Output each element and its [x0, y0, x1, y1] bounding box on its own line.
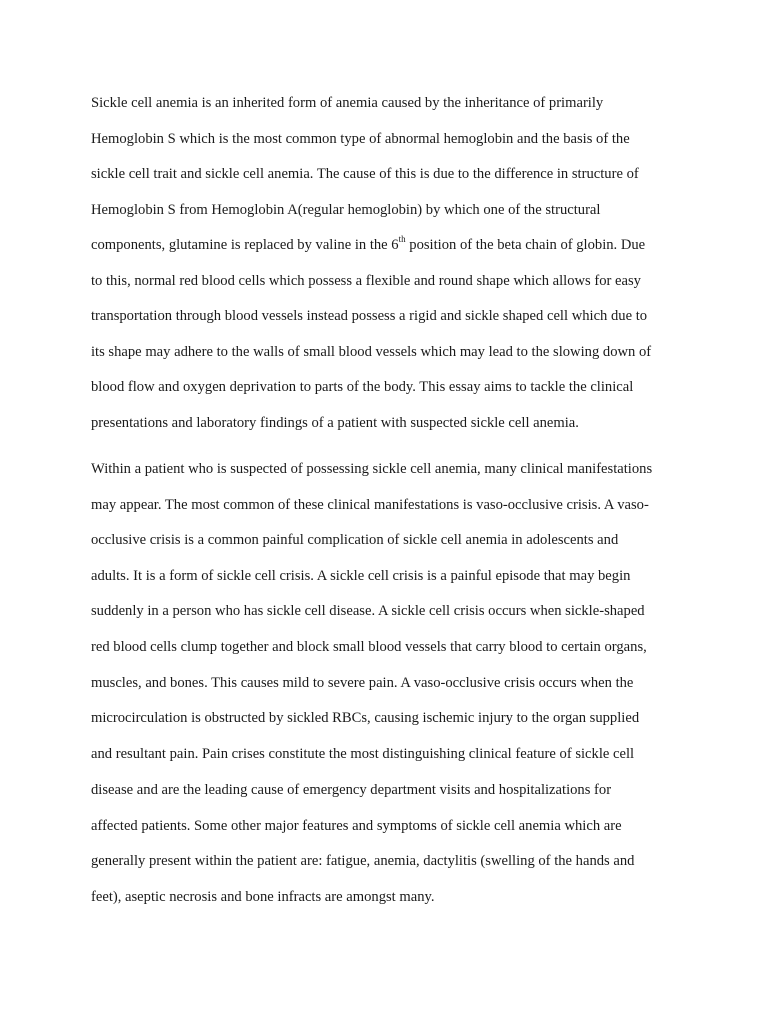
text-line: blood flow and oxygen deprivation to parts of the body. This essay aims to tackle the clinical: [91, 379, 634, 395]
text-line: generally present within the patient are: fatigue, anemia, dactylitis (swelling of the hands and: [91, 853, 635, 869]
text-line: presentations and laboratory findings of a patient with suspected sickle cell anemia.: [91, 415, 579, 431]
ordinal-superscript: th: [398, 234, 406, 245]
text-line: sickle cell trait and sickle cell anemia. The cause of this is due to the difference in structure of: [91, 166, 639, 182]
text-line: occlusive crisis is a common painful complication of sickle cell anemia in adolescents and: [91, 532, 619, 548]
text-line: Hemoglobin S which is the most common type of abnormal hemoglobin and the basis of the: [91, 131, 630, 147]
text-line: [91, 236, 645, 254]
text-line: feet), aseptic necrosis and bone infracts are amongst many.: [91, 889, 435, 905]
text-line: its shape may adhere to the walls of small blood vessels which may lead to the slowing down of: [91, 344, 652, 360]
text-line: muscles, and bones. This causes mild to severe pain. A vaso-occlusive crisis occurs when the: [91, 675, 634, 691]
text-line: transportation through blood vessels instead possess a rigid and sickle shaped cell which due to: [91, 308, 648, 324]
text-line: to this, normal red blood cells which possess a flexible and round shape which allows for easy: [91, 273, 641, 289]
text-segment: position of the beta chain of globin. Due: [405, 237, 646, 253]
text-line: microcirculation is obstructed by sickled RBCs, causing ischemic injury to the organ supplied: [91, 710, 640, 726]
text-line: Sickle cell anemia is an inherited form of anemia caused by the inheritance of primarily: [91, 95, 604, 111]
text-line: may appear. The most common of these clinical manifestations is vaso-occlusive crisis. A vaso-: [91, 497, 649, 513]
text-line: and resultant pain. Pain crises constitute the most distinguishing clinical feature of sickle cell: [91, 746, 635, 762]
text-line: suddenly in a person who has sickle cell disease. A sickle cell crisis occurs when sickle-shaped: [91, 603, 645, 619]
text-line: disease and are the leading cause of emergency department visits and hospitalizations for: [91, 782, 612, 798]
text-line: Within a patient who is suspected of possessing sickle cell anemia, many clinical manifestations: [91, 461, 653, 477]
text-line: affected patients. Some other major features and symptoms of sickle cell anemia which are: [91, 818, 622, 834]
text-line: adults. It is a form of sickle cell crisis. A sickle cell crisis is a painful episode that may begin: [91, 568, 631, 584]
text-line: red blood cells clump together and block small blood vessels that carry blood to certain organs,: [91, 639, 647, 655]
text-segment: components, glutamine is replaced by valine in the 6: [91, 237, 399, 253]
text-line: Hemoglobin S from Hemoglobin A(regular hemoglobin) by which one of the structural: [91, 202, 601, 218]
